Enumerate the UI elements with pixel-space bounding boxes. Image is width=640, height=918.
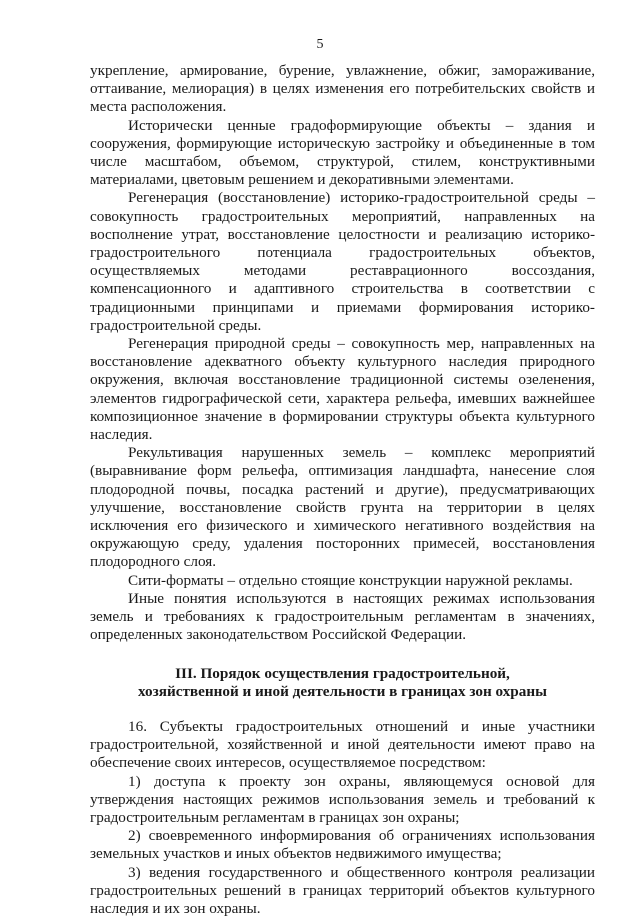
section-heading-line-2: хозяйственной и иной деятельности в границах зон охраны [138, 682, 547, 700]
paragraph-other-terms: Иные понятия используются в настоящих режимах использования земель и требованиях к градостроительным регламентам в значениях, определенных законодательством Российской Федерации. [90, 589, 595, 644]
section-heading [90, 665, 595, 701]
paragraph-city-formats: Сити-форматы – отдельно стоящие конструкции наружной рекламы. [128, 571, 573, 589]
page-number: 5 [316, 37, 324, 52]
paragraph-recultivation: Рекультивация нарушенных земель – комплекс мероприятий (выравнивание форм рельефа, оптимизация ландшафта, нанесение слоя плодородной почвы, посадка растений и другие), предусматривающих улучшение, восстановление свойств грунта на территории в целях исключения его физического и химического негативного воздействия на окружающую среду, удаления посторонних примесей, восстановления плодородного слоя. [90, 444, 595, 571]
document-body [90, 62, 595, 918]
paragraph-item-16-2: 2) своевременного информирования об ограничениях использования земельных участков и иных объектов недвижимого имущества; [90, 827, 595, 863]
paragraph-item-16-1: 1) доступа к проекту зон охраны, являющемуся основой для утверждения настоящих режимов использования земель и требований к градостроительным регламентам в границах зон охраны; [90, 772, 595, 826]
paragraph-item-16-3: 3) ведения государственного и общественного контроля реализации градостроительных решений в границах территорий объектов культурного наследия и их зон охраны. [90, 863, 595, 917]
paragraph-item-16: 16. Субъекты градостроительных отношений и иные участники градостроительной, хозяйственной и иной деятельности имеют право на обеспечение своих интересов, осуществляемое посредством: [90, 717, 595, 772]
paragraph-continuation: укрепление, армирование, бурение, увлажнение, обжиг, замораживание, оттаивание, мелиорация) в целях изменения его потребительских свойств и места расположения. [90, 62, 595, 116]
section-heading-line-1: III. Порядок осуществления градостроительной, [175, 664, 510, 682]
paragraph-regeneration-urban: Регенерация (восстановление) историко-градостроительной среды – совокупность градостроительных мероприятий, направленных на восполнение утрат, восстановление целостности и реализацию историко-градостроительного потенциала градостроительных объектов, осуществляемых методами реставрационного воссоздания, компенсационного и адаптивного строительства в соответствии с традиционными принципами и приемами формирования историко-градостроительной среды. [90, 189, 595, 334]
paragraph-historic-objects: Исторически ценные градоформирующие объекты – здания и сооружения, формирующие историческую застройку и объединенные в том числе масштабом, объемом, структурой, стилем, конструктивными материалами, цветовым решением и декоративными элементами. [90, 116, 595, 189]
paragraph-regeneration-natural: Регенерация природной среды – совокупность мер, направленных на восстановление адекватного объекту культурного наследия природного окружения, включая восстановление традиционной системы озеленения, элементов гидрографической сети, характера рельефа, имевших важнейшее композиционное значение в формировании структуры объекта культурного наследия. [90, 335, 595, 444]
